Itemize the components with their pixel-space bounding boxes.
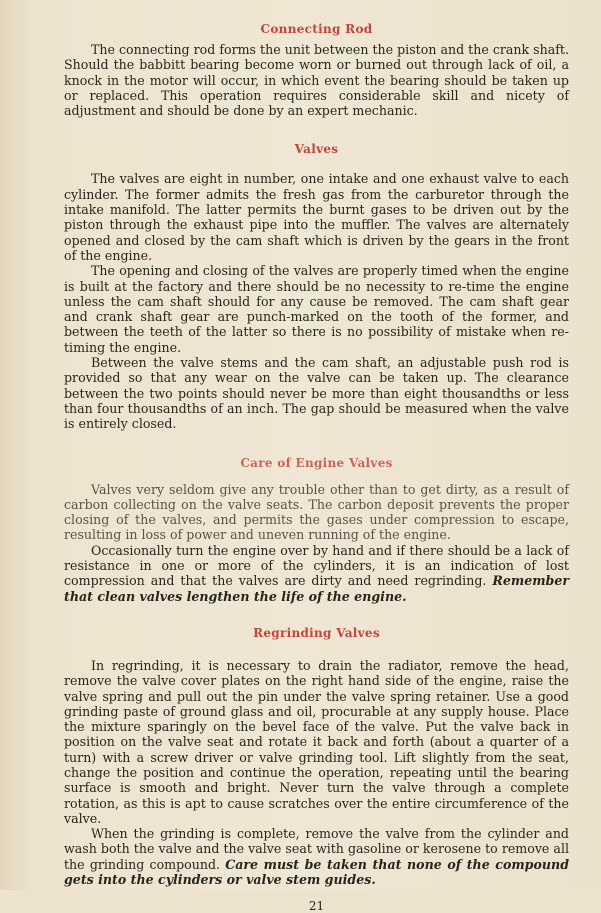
- paragraph: [64, 263, 569, 355]
- paragraph-text: Valves very seldom give any trouble other than to get dirty, as a result of carbon collecting on the valve seats. The carbon deposit prevents the proper closing of the valves, and permits the gases under compression to escape, resulting in loss of power and uneven running of the engine.: [64, 481, 569, 543]
- paragraph: [64, 42, 569, 118]
- paragraph: [64, 826, 569, 887]
- section-heading-care-of-engine-valves: Care of Engine Valves: [240, 455, 393, 470]
- emphasis-text: Care must be taken that none of the compound gets into the cylinders or valve stem guides.: [64, 856, 570, 888]
- paragraph-text: In regrinding, it is necessary to drain the radiator, remove the head, remove the valve cover plates on the right hand side of the engine, raise the valve spring and pull out the pin under the valve spring retainer. Use a good grinding paste of ground glass and oil, procurable at any supply house. Place the mixture sparingly on the bevel face of the valve. Put the valve back in position on the valve seat and rotate it back and forth (about a quarter of a turn) with a screw driver or valve grinding tool. Lift slightly from the seat, change the position and continue the operation, repeating until the bearing surface is smooth and bright. Never turn the valve through a complete rotation, as this is apt to cause scratches over the entire circumference of the valve.: [64, 657, 569, 826]
- paragraph-text: The valves are eight in number, one intake and one exhaust valve to each cylinder. The former admits the fresh gas from the carburetor through the intake manifold. The latter permits the burnt gases to be driven out by the piston through the exhaust pipe into the muffler. The valves are alternately opened and closed by the cam shaft which is driven by the gears in the front of the engine.: [64, 171, 569, 263]
- section-heading-connecting-rod: Connecting Rod: [260, 22, 373, 36]
- paragraph: [64, 543, 569, 604]
- paragraph-text: The connecting rod forms the unit between the piston and the crank shaft. Should the babbitt bearing become worn or burned out through lack of oil, a knock in the motor will occur, in which event the bearing should be taken up or replaced. This operation requires considerable skill and nicety of adjustment and should be done by an expert mechanic.: [64, 42, 569, 119]
- paragraph-text: The opening and closing of the valves are properly timed when the engine is built at the factory and there should be no necessity to re-time the engine unless the cam shaft should for any cause be removed. The cam shaft gear and crank shaft gear are punch-marked on the tooth of the former, and between the teeth of the latter so there is no possibility of mistake when re-timing the engine.: [64, 263, 569, 355]
- paragraph: [64, 658, 569, 826]
- page-number: 21: [308, 899, 325, 913]
- paragraph: [64, 355, 569, 431]
- section-heading-valves: Valves: [294, 142, 339, 157]
- emphasis-text: Remember that clean valves lengthen the life of the engine.: [64, 573, 569, 604]
- paragraph: [64, 482, 569, 543]
- paragraph-text: Occasionally turn the engine over by hand and if there should be a lack of resistance in one or more of the cylinders, it is an indication of lost compression and that the valves are dirty and need regrinding.: [64, 542, 569, 589]
- paragraph-text: Between the valve stems and the cam shaft, an adjustable push rod is provided so that any wear on the valve can be taken up. The clearance between the two points should never be more than eight thousandths or less than four thousandths of an inch. The gap should be measured when the valve is entirely closed.: [64, 355, 569, 432]
- paragraph: [64, 171, 569, 263]
- section-heading-regrinding-valves: Regrinding Valves: [253, 625, 380, 640]
- paragraph-text: When the grinding is complete, remove the valve from the cylinder and wash both the valve and the valve seat with gasoline or kerosene to remove all the grinding compound.: [64, 826, 569, 872]
